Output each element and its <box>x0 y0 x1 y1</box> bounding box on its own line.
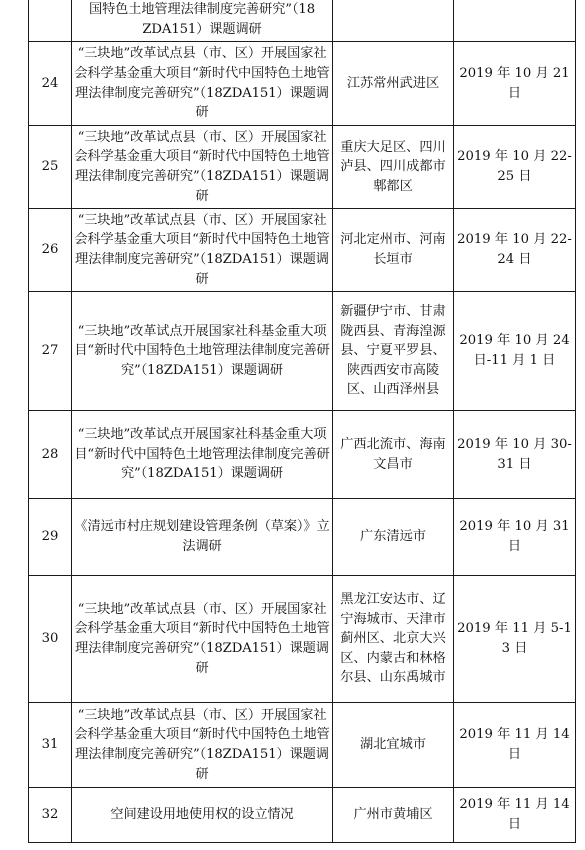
activity-topic: “三块地”改革试点县（市、区）开展国家社会科学基金重大项目“新时代中国特色土地管理法律制度完善研究”（18ZDA151）课题调研 <box>72 42 333 126</box>
activity-date: 2019 年 10 月 21 日 <box>454 42 576 126</box>
activity-date: 2019 年 11 月 5-13 日 <box>454 576 576 703</box>
activity-date: 2019 年 10 月 24 日-11 月 1 日 <box>454 292 576 411</box>
activity-topic: 空间建设用地使用权的设立情况 <box>72 788 333 843</box>
table-row <box>29 788 576 843</box>
activity-date <box>454 0 576 42</box>
row-number <box>29 0 72 42</box>
research-activity-table <box>28 0 576 843</box>
table-row <box>29 576 576 703</box>
activity-topic: “三块地”改革试点开展国家社科基金重大项目“新时代中国特色土地管理法律制度完善研究”（18ZDA151）课题调研 <box>72 292 333 411</box>
table-row <box>29 292 576 411</box>
activity-location: 江苏常州武进区 <box>333 42 454 126</box>
row-number: 29 <box>29 499 72 576</box>
activity-date: 2019 年 11 月 14 日 <box>454 788 576 843</box>
activity-location: 新疆伊宁市、甘肃陇西县、青海湟源县、宁夏平罗县、陕西西安市高陵区、山西泽州县 <box>333 292 454 411</box>
activity-topic: “三块地”改革试点县（市、区）开展国家社会科学基金重大项目“新时代中国特色土地管理法律制度完善研究”（18ZDA151）课题调研 <box>72 126 333 209</box>
activity-topic: 《清远市村庄规划建设管理条例（草案）》立法调研 <box>72 499 333 576</box>
activity-location: 湖北宜城市 <box>333 703 454 788</box>
row-number: 28 <box>29 411 72 499</box>
row-number: 24 <box>29 42 72 126</box>
table-row <box>29 42 576 126</box>
activity-topic: “三块地”改革试点开展国家社科基金重大项目“新时代中国特色土地管理法律制度完善研究”（18ZDA151）课题调研 <box>72 411 333 499</box>
activity-topic: 国特色土地管理法律制度完善研究”（18ZDA151）课题调研 <box>72 0 333 42</box>
row-number: 30 <box>29 576 72 703</box>
activity-location: 黑龙江安达市、辽宁海城市、天津市蓟州区、北京大兴区、内蒙古和林格尔县、山东禹城市 <box>333 576 454 703</box>
activity-date: 2019 年 10 月 22-24 日 <box>454 209 576 292</box>
table-row <box>29 209 576 292</box>
table-row <box>29 499 576 576</box>
row-number: 31 <box>29 703 72 788</box>
activity-location: 河北定州市、河南长垣市 <box>333 209 454 292</box>
activity-topic: “三块地”改革试点县（市、区）开展国家社会科学基金重大项目“新时代中国特色土地管理法律制度完善研究”（18ZDA151）课题调研 <box>72 703 333 788</box>
activity-date: 2019 年 10 月 30-31 日 <box>454 411 576 499</box>
activity-location <box>333 0 454 42</box>
activity-date: 2019 年 11 月 14 日 <box>454 703 576 788</box>
activity-date: 2019 年 10 月 22-25 日 <box>454 126 576 209</box>
activity-location: 广州市黄埔区 <box>333 788 454 843</box>
activity-topic: “三块地”改革试点县（市、区）开展国家社会科学基金重大项目“新时代中国特色土地管理法律制度完善研究”（18ZDA151）课题调研 <box>72 209 333 292</box>
row-number: 32 <box>29 788 72 843</box>
row-number: 27 <box>29 292 72 411</box>
activity-location: 重庆大足区、四川泸县、四川成都市郫都区 <box>333 126 454 209</box>
activity-topic: “三块地”改革试点县（市、区）开展国家社会科学基金重大项目“新时代中国特色土地管理法律制度完善研究”（18ZDA151）课题调研 <box>72 576 333 703</box>
row-number: 25 <box>29 126 72 209</box>
row-number: 26 <box>29 209 72 292</box>
table-row <box>29 126 576 209</box>
table-row <box>29 703 576 788</box>
table-row <box>29 411 576 499</box>
activity-date: 2019 年 10 月 31 日 <box>454 499 576 576</box>
table-row <box>29 0 576 42</box>
activity-location: 广东清远市 <box>333 499 454 576</box>
activity-location: 广西北流市、海南文昌市 <box>333 411 454 499</box>
